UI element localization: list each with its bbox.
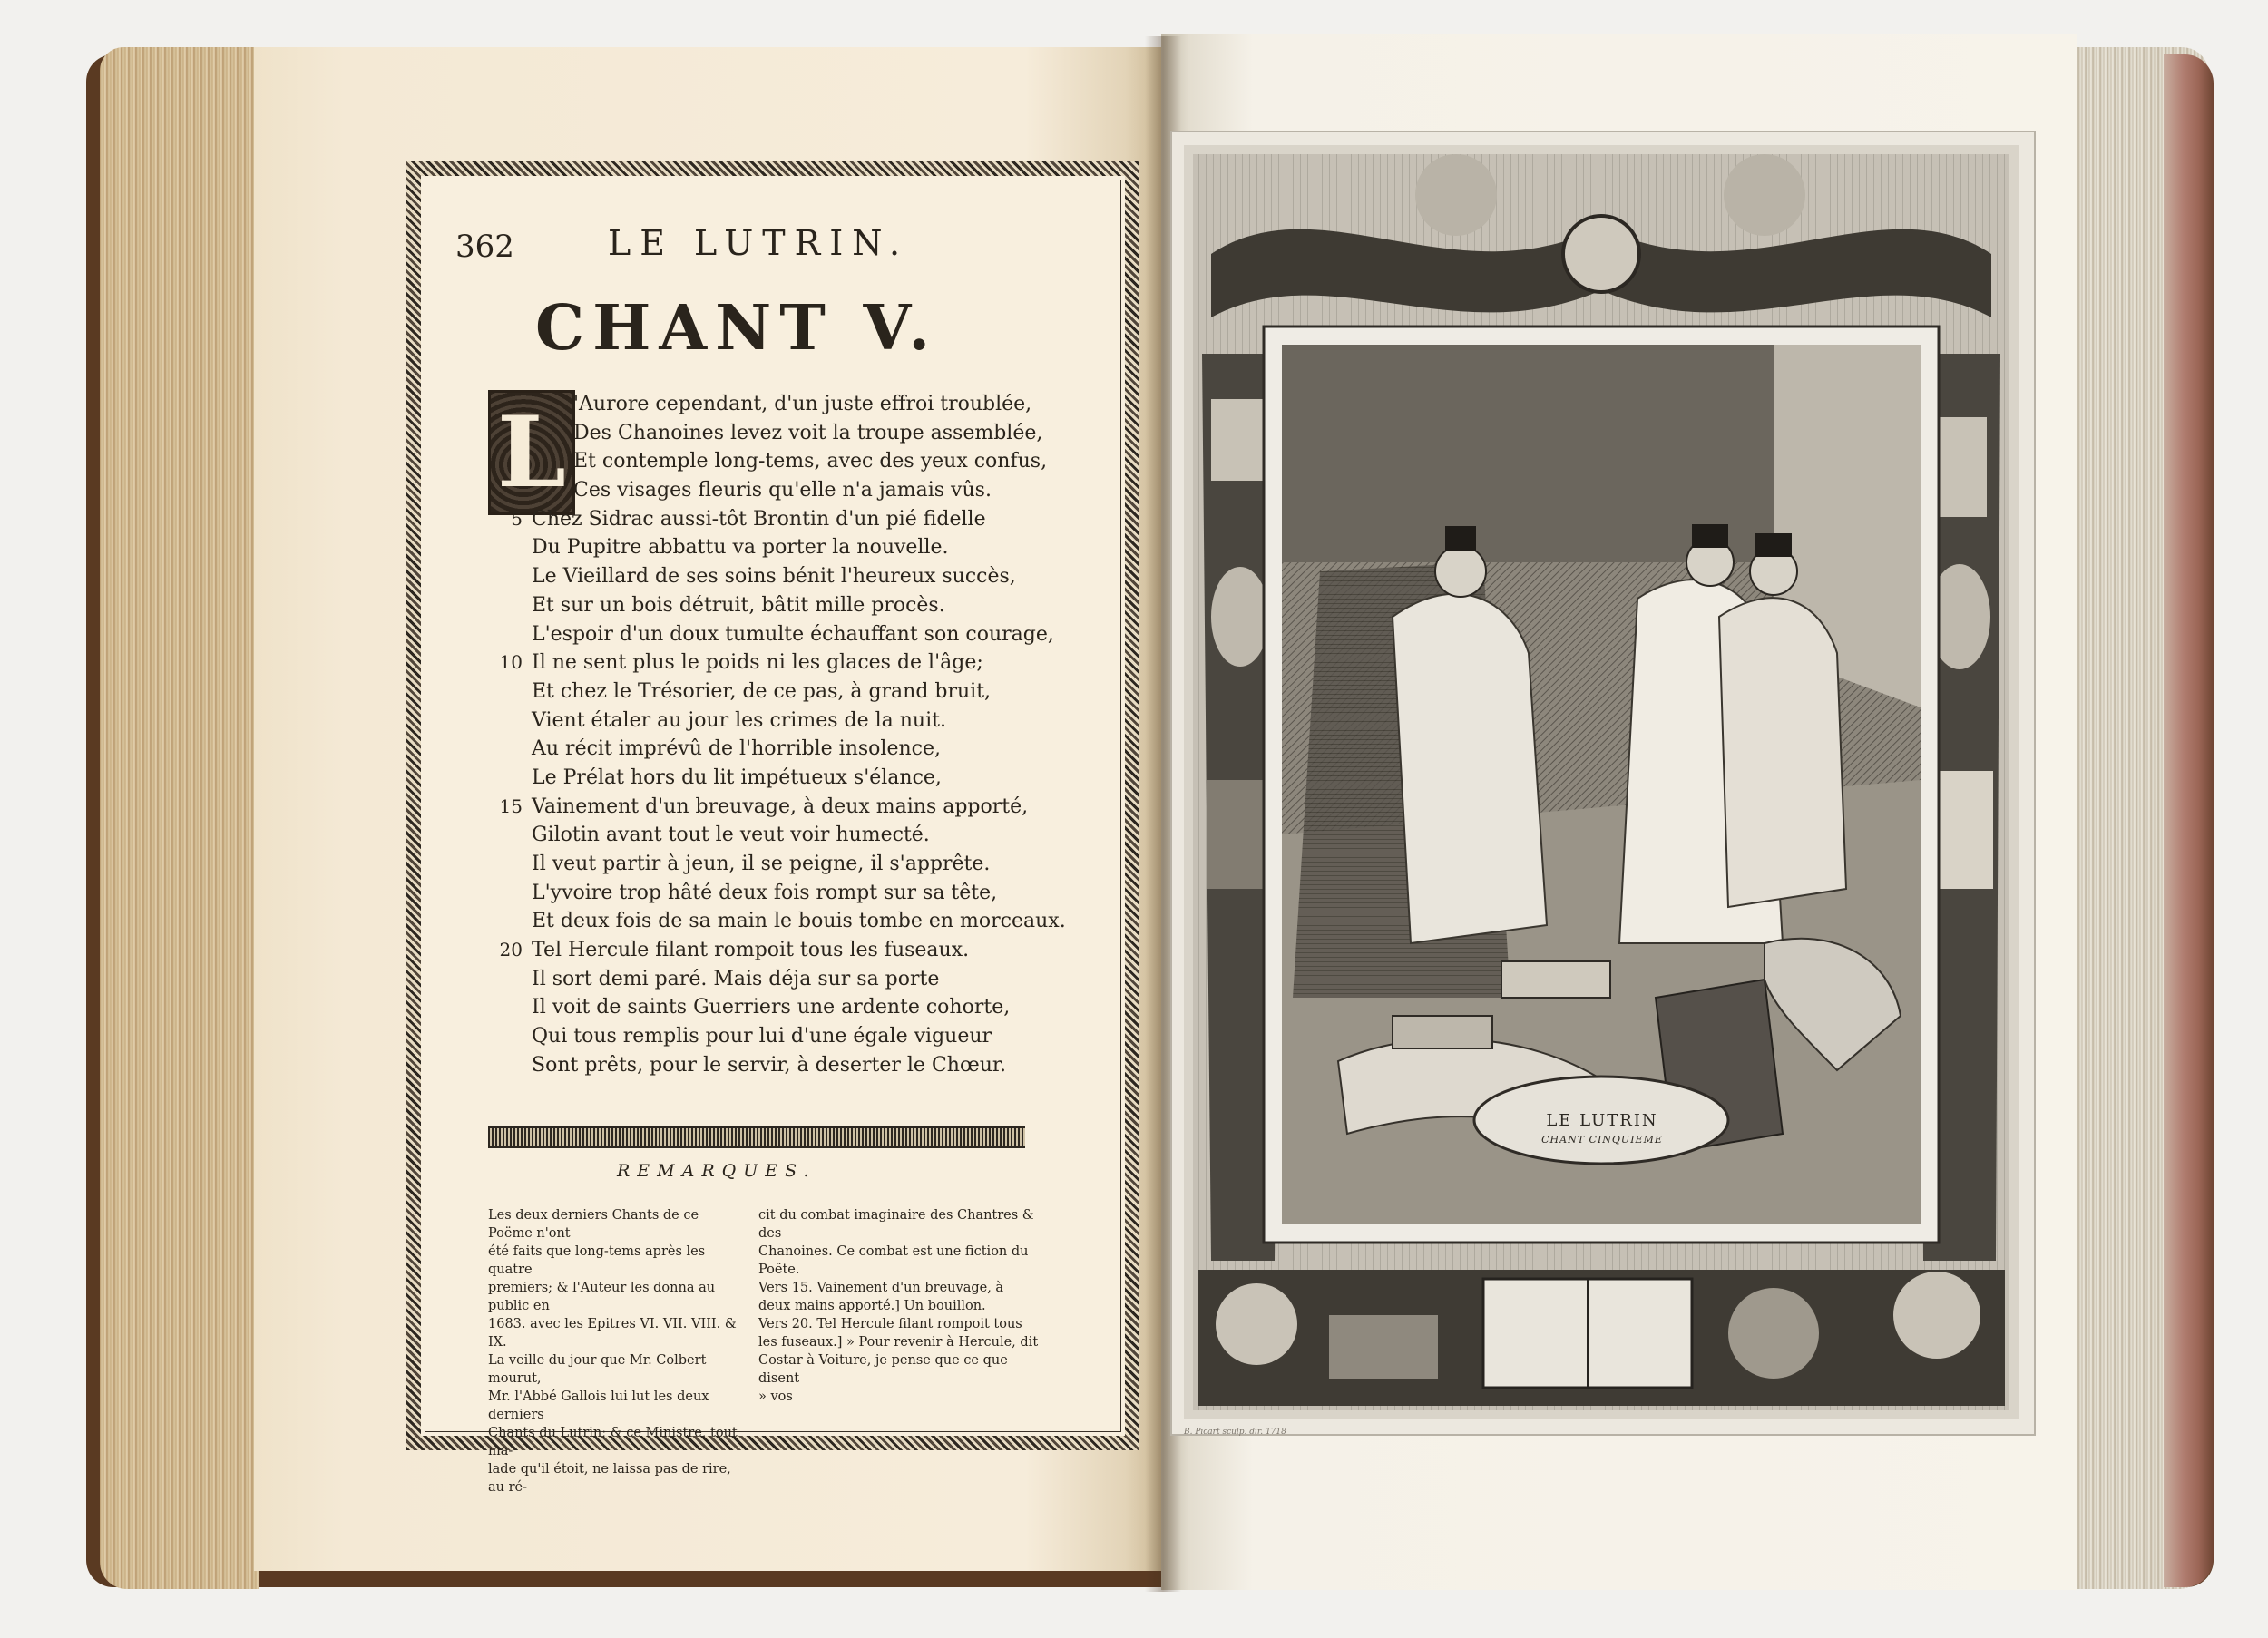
verse-text: Sont prêts, pour le servir, à deserter le Chœur. bbox=[532, 1053, 1006, 1077]
verse-text: Il sort demi paré. Mais déja sur sa porte bbox=[532, 967, 940, 990]
verse-text: Et deux fois de sa main le bouis tombe en morceaux. bbox=[532, 910, 1066, 933]
verse-line bbox=[532, 390, 1094, 419]
remarques-heading: REMARQUES. bbox=[617, 1161, 816, 1181]
note-line: Costar à Voiture, je pense que ce que disent bbox=[758, 1353, 1008, 1386]
verse-text: Le Vieillard de ses soins bénit l'heureux succès, bbox=[532, 565, 1016, 589]
verse-text: Vainement d'un breuvage, à deux mains apporté, bbox=[532, 795, 1029, 818]
note-line: été faits que long-tems après les quatre bbox=[488, 1244, 706, 1277]
engraving-illustration bbox=[1184, 145, 2019, 1419]
verse-text: Gilotin avant tout le veut voir humecté. bbox=[532, 824, 930, 847]
note-line: La veille du jour que Mr. Colbert mourut, bbox=[488, 1353, 707, 1386]
verse-text: Et contemple long-tems, avec des yeux confus, bbox=[573, 450, 1048, 473]
verse-line bbox=[532, 821, 1094, 850]
verse-text: 'Aurore cependant, d'un juste effroi troublée, bbox=[573, 393, 1032, 415]
verse-number: 10 bbox=[499, 651, 523, 674]
verse-text: Vient étaler au jour les crimes de la nuit. bbox=[532, 708, 946, 732]
verse-text: Et chez le Trésorier, de ce pas, à grand bruit, bbox=[532, 679, 992, 703]
verse-line bbox=[532, 447, 1094, 476]
note-line: les fuseaux.] » Pour revenir à Hercule, dit bbox=[758, 1335, 1039, 1350]
notes-column-left bbox=[488, 1206, 742, 1497]
note-line: Vers 15. Vainement d'un breuvage, à bbox=[758, 1281, 1004, 1295]
verse-number: 20 bbox=[499, 939, 523, 961]
verse-number: 5 bbox=[511, 507, 523, 530]
ornamental-rule bbox=[488, 1126, 1025, 1148]
verse-line bbox=[532, 907, 1094, 936]
verse-text: Il veut partir à jeun, il se peigne, il s'apprête. bbox=[532, 853, 991, 875]
verse-line bbox=[532, 735, 1094, 764]
cartouche-title: LE LUTRIN bbox=[1546, 1111, 1658, 1130]
note-line: 1683. avec les Epitres VI. VII. VIII. & IX. bbox=[488, 1317, 737, 1350]
chant-title: CHANT V. bbox=[535, 292, 939, 365]
verse-text: Il voit de saints Guerriers une ardente cohorte, bbox=[532, 996, 1011, 1019]
verse-text: L'espoir d'un doux tumulte échauffant son courage, bbox=[532, 622, 1054, 646]
verse-line bbox=[532, 993, 1094, 1022]
verse-text: Chez Sidrac aussi-tôt Brontin d'un pié fidelle bbox=[532, 507, 986, 531]
verse-text: Qui tous remplis pour lui d'une égale vigueur bbox=[532, 1025, 992, 1048]
left-page-edges bbox=[100, 47, 259, 1589]
note-line: Poëte. bbox=[758, 1263, 800, 1277]
verse-line bbox=[532, 764, 1094, 793]
verse-text: Et sur un bois détruit, bâtit mille procès. bbox=[532, 593, 945, 617]
page-number: 362 bbox=[455, 229, 514, 265]
verse-line bbox=[532, 620, 1094, 649]
note-line: Chants du Lutrin; & ce Ministre, tout ma- bbox=[488, 1426, 738, 1458]
verse-line bbox=[532, 533, 1094, 562]
verse-number: 15 bbox=[499, 795, 523, 817]
note-line: Chanoines. Ce combat est une fiction du bbox=[758, 1244, 1029, 1259]
note-line: cit du combat imaginaire des Chantres & des bbox=[758, 1208, 1034, 1241]
verse-line bbox=[532, 419, 1094, 448]
engraver-credit: B. Picart sculp. dir. 1718 bbox=[1184, 1428, 1286, 1437]
note-line: Vers 20. Tel Hercule filant rompoit tous bbox=[758, 1317, 1022, 1331]
verse-text: L'yvoire trop hâté deux fois rompt sur sa tête, bbox=[532, 881, 998, 904]
verse-line bbox=[499, 936, 1094, 965]
note-line: » vos bbox=[758, 1389, 793, 1404]
note-line: premiers; & l'Auteur les donna au public en bbox=[488, 1281, 716, 1313]
verse-line bbox=[532, 1022, 1094, 1051]
note-line: Mr. l'Abbé Gallois lui lut les deux derniers bbox=[488, 1389, 709, 1422]
verse-line bbox=[532, 678, 1094, 707]
note-line: deux mains apporté.] Un bouillon. bbox=[758, 1299, 986, 1313]
note-line: lade qu'il étoit, ne laissa pas de rire, au ré- bbox=[488, 1462, 731, 1495]
verse-line bbox=[532, 562, 1094, 591]
verse-line bbox=[532, 879, 1094, 908]
verse-text: Tel Hercule filant rompoit tous les fuseaux. bbox=[532, 939, 970, 962]
verse-line bbox=[532, 591, 1094, 620]
ornamental-drop-cap: L bbox=[488, 390, 575, 515]
verse-line bbox=[532, 476, 1094, 505]
verse-line bbox=[511, 505, 1094, 534]
verse-text: Il ne sent plus le poids ni les glaces de l'âge; bbox=[532, 651, 983, 675]
verse-text: Ces visages fleuris qu'elle n'a jamais vûs. bbox=[573, 479, 992, 502]
notes-column-right bbox=[758, 1206, 1049, 1406]
verse-block bbox=[499, 390, 1094, 1080]
note-line: Les deux derniers Chants de ce Poëme n'ont bbox=[488, 1208, 699, 1241]
verse-line bbox=[532, 850, 1094, 879]
verse-text: Le Prélat hors du lit impétueux s'élance, bbox=[532, 765, 942, 789]
verse-line bbox=[532, 1051, 1094, 1080]
marbled-cover-edge bbox=[2164, 54, 2214, 1587]
verse-line bbox=[499, 793, 1094, 822]
verse-line bbox=[532, 707, 1094, 736]
verse-text: Au récit imprévû de l'horrible insolence, bbox=[532, 737, 941, 761]
cartouche-subtitle: CHANT CINQUIEME bbox=[1541, 1134, 1663, 1146]
verse-line bbox=[532, 965, 1094, 994]
verse-text: Du Pupitre abbattu va porter la nouvelle. bbox=[532, 536, 949, 560]
verse-text: Des Chanoines levez voit la troupe assemblée, bbox=[573, 421, 1043, 444]
verse-line bbox=[499, 648, 1094, 678]
running-title: LE LUTRIN. bbox=[608, 223, 910, 263]
